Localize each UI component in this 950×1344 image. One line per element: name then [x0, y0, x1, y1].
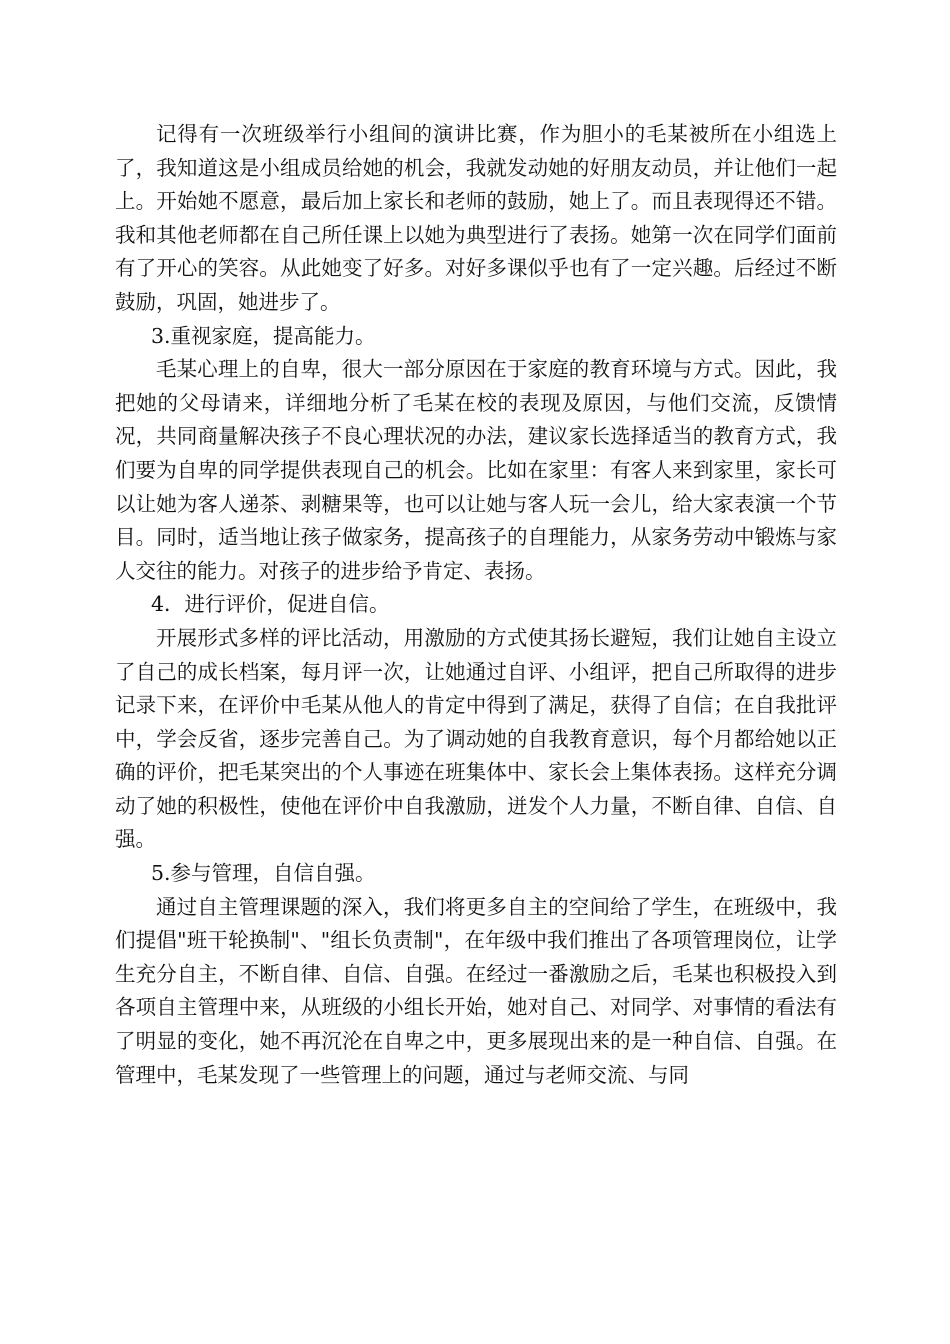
- section-heading-management: 5.参与管理，自信自强。: [151, 861, 376, 886]
- document-body: [115, 118, 837, 1092]
- section-heading-evaluation: 4．进行评价，促进自信。: [151, 592, 390, 617]
- paragraph-competition: 记得有一次班级举行小组间的演讲比赛，作为胆小的毛某被所在小组选上了，我知道这是小组成员给她的机会，我就发动她的好朋友动员，并让他们一起上。开始她不愿意，最后加上家长和老师的鼓励，她上了。而且表现得还不错。我和其他老师都在自己所任课上以她为典型进行了表扬。她第一次在同学们面前有了开心的笑容。从此她变了好多。对好多课似乎也有了一定兴趣。后经过不断鼓励，巩固，她进步了。: [115, 122, 837, 314]
- paragraph-management: 通过自主管理课题的深入，我们将更多自主的空间给了学生，在班级中，我们提倡"班干轮换制"、"组长负责制"，在年级中我们推出了各项管理岗位，让学生充分自主，不断自律、自信、自强。在经过一番激励之后，毛某也积极投入到各项自主管理中来，从班级的小组长开始，她对自己、对同学、对事情的看法有了明显的变化，她不再沉沦在自卑之中，更多展现出来的是一种自信、自强。在管理中，毛某发现了一些管理上的问题，通过与老师交流、与同: [115, 894, 837, 1087]
- paragraph-evaluation: 开展形式多样的评比活动，用激励的方式使其扬长避短，我们让她自主设立了自己的成长档案，每月评一次，让她通过自评、小组评，把自己所取得的进步记录下来，在评价中毛某从他人的肯定中得到了满足，获得了自信；在自我批评中，学会反省，逐步完善自己。为了调动她的自我教育意识，每个月都给她以正确的评价，把毛某突出的个人事迹在班集体中、家长会上集体表扬。这样充分调动了她的积极性，使他在评价中自我激励，迸发个人力量，不断自律、自信、自强。: [115, 625, 837, 852]
- paragraph-family: 毛某心理上的自卑，很大一部分原因在于家庭的教育环境与方式。因此，我把她的父母请来，详细地分析了毛某在校的表现及原因，与他们交流，反馈情况，共同商量解决孩子不良心理状况的办法，建议家长选择适当的教育方式，我们要为自卑的同学提供表现自己的机会。比如在家里：有客人来到家里，家长可以让她为客人递茶、剥糖果等，也可以让她与客人玩一会儿，给大家表演一个节目。同时，适当地让孩子做家务，提高孩子的自理能力，从家务劳动中锻炼与家人交往的能力。对孩子的进步给予肯定、表扬。: [115, 357, 837, 583]
- section-heading-family: 3.重视家庭，提高能力。: [151, 323, 376, 348]
